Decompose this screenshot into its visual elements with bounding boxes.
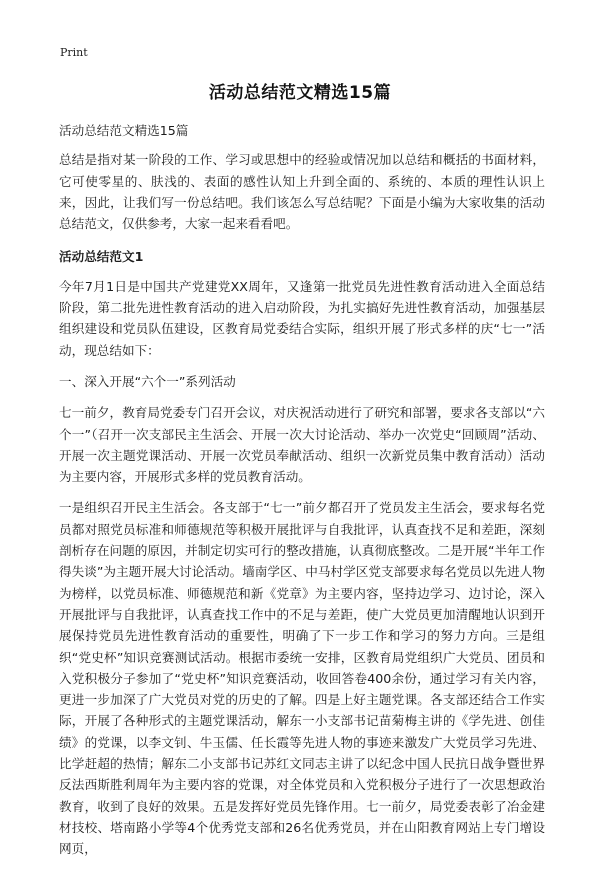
paragraph-1: 今年7月1日是中国共产党建党XX周年，又逢第一批党员先进性教育活动进入全面总结阶段，第二批先进性教育活动的进入启动阶段，为扎实搞好先进性教育活动，加强基层组织建设和党员队伍建设，区教育局党委结合实际，组织开展了形式多样的庆“七一”活动，现总结如下：	[59, 278, 545, 358]
subheading-1: 一、深入开展“六个一”系列活动	[59, 373, 236, 389]
section-heading: 活动总结范文1	[59, 249, 144, 265]
paragraph-3: 一是组织召开民主生活会。各支部于“七一”前夕都召开了党员发主生活会，要求每名党员都对照党员标准和师德规范等积极开展批评与自我批评，认真查找不足和差距，深刻剖析存在问题的原因，并制定切实可行的整改措施，认真彻底整改。二是开展“半年工作得失谈”为主题开展大讨论活动。墙南学区、中马村学区党支部要求每名党员以先进人物为榜样，以党员标准、师德规范和新《党章》为主要内容，坚持边学习、边讨论，深入开展批评与自我批评，认真查找工作中的不足与差距，使广大党员更加清醒地认识到开展保持党员先进性教育活动的重要性，明确了下一步工作和学习的努力方向。三是组织“党史杯”知识竞赛测试活动。根据市委统一安排，区教育局党组织广大党员、团员和入党积极分子参加了“党史杯”知识竞赛活动，收回答卷400余份，通过学习有关内容，更进一步加深了广大党员对党的历史的了解。四是上好主题党课。各支部还结合工作实际，开展了各种形式的主题党课活动，解东一小支部书记苗菊梅主讲的《学先进、创佳绩》的党课，以李文钊、牛玉儒、任长霞等先进人物的事迹来激发广大党员学习先进、比学赶超的热情；解东二小支部书记苏红文同志主讲了以纪念中国人民抗日战争暨世界反法西斯胜利周年为主要内容的党课，对全体党员和入党积极分子进行了一次思想政治教育，收到了良好的效果。五是发挥好党员先锋作用。七一前夕，局党委表彰了冶金建材技校、塔南路小学等4个优秀党支部和26名优秀党员，并在山阳教育网站上专门增设网页，	[59, 500, 545, 857]
paragraph-2: 七一前夕，教育局党委专门召开会议，对庆祝活动进行了研究和部署，要求各支部以“六个一”（召开一次支部民主生活会、开展一次大讨论活动、举办一次党史“回顾周”活动、开展一次主题党课活动、开展一次党员奉献活动、组织一次新党员集中教育活动）活动为主要内容，开展形式多样的党员教育活动。	[59, 405, 545, 485]
article-body	[59, 120, 545, 870]
print-link[interactable]: Print	[60, 46, 88, 59]
article-subtitle: 活动总结范文精选15篇	[59, 123, 189, 138]
page-title: 活动总结范文精选15篇	[208, 83, 392, 103]
intro-paragraph: 总结是指对某一阶段的工作、学习或思想中的经验或情况加以总结和概括的书面材料，它可使零星的、肤浅的、表面的感性认知上升到全面的、系统的、本质的理性认识上来，因此，让我们写一份总结吧。我们该怎么写总结呢？下面是小编为大家收集的活动总结范文，仅供参考，大家一起来看看吧。	[59, 152, 545, 232]
